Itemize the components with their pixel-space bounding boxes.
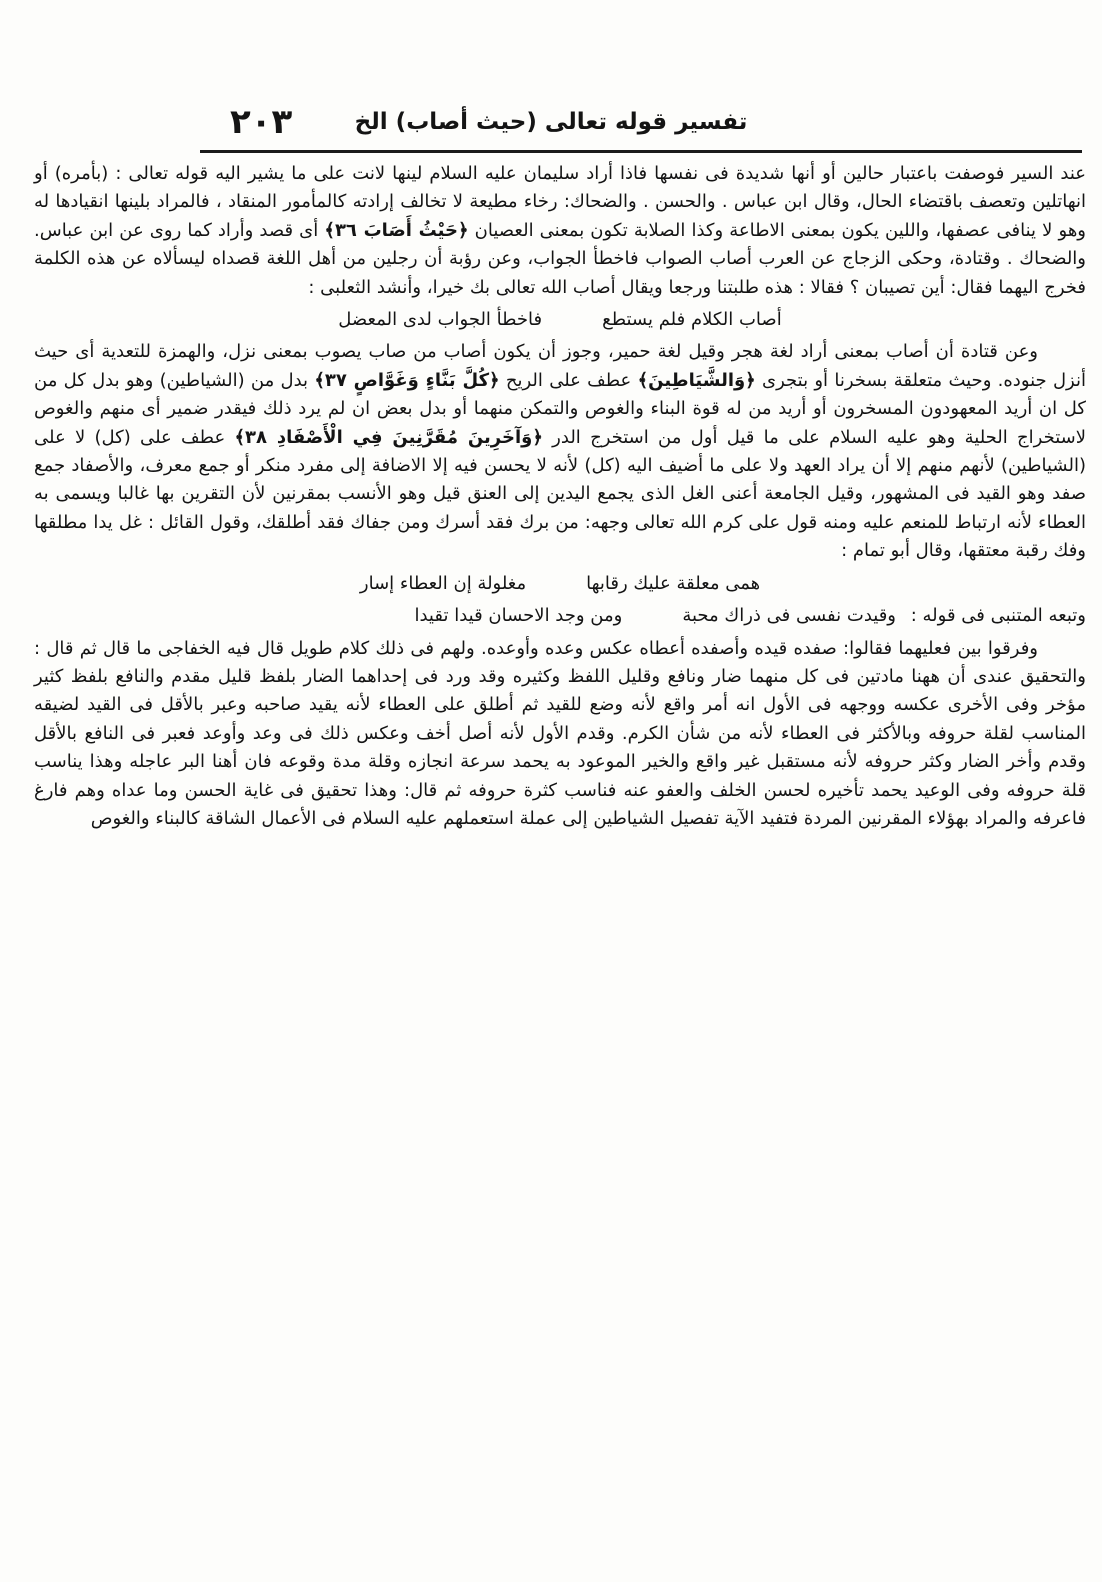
- poetry-verse: [34, 570, 1086, 598]
- paragraph-text: وفرقوا بين فعليهما فقالوا: صفده قيده وأصفده أعطاه عكس وعده وأوعده. ولهم فى ذلك كلام طويل قال فيه الخفاجى ما قال ثم قال : والتحقيق عندى أن ههنا مادتين فى كل منهما ضار ونافع وقليل اللفظ وكثيره وقد ورد فى إحداهما الضار بلفظ قليل مقدم والنافع بلفظ كثير مؤخر وفى الأخرى عكسه ووجهه فى الأول انه أمر واقع لأنه وضع للقيد ثم أطلق على العطاء لأنه يقيد صاحبه وعبر بالأقل فى القيد لضيقه المناسب لقلة حروفه وبالأكثر فى العطاء لأنه من شأن الكرم. وقدم الأول لأنه أصل أخف وعكس ذلك فى وعد وأوعد فعبر فى النافع بالأقل وقدم وأخر الضار وكثر حروفه لأنه مستقبل غير واقع والخير الموعود به يحمد سرعة انجازه وقلة مدة وقوعه فان أهنا البر عاجله وهذا يناسب قلة حروفه وفى الوعيد يحمد تأخيره لحسن الخلف والعفو عنه فناسب كثرة حروفه ثم قال: وهذا تحقيق فى غاية الحسن وما عداه وهم فارغ فاعرفه والمراد بهؤلاء المقرنين المردة فتفيد الآية تفصيل الشياطين إلى عملة استعملهم عليه السلام فى الأعمال الشاقة كالبناء والغوص: [34, 637, 1086, 829]
- verse-hemistich: ومن وجد الاحسان قيدا تقيدا: [414, 605, 623, 627]
- paragraph: [34, 635, 1086, 834]
- verse-intro: وتبعه المتنبى فى قوله :: [910, 605, 1086, 627]
- paragraph-text: أى قصد وأراد كما روى عن ابن عباس. والضحاك . وقتادة، وحكى الزجاج عن العرب أصاب الصواب فاخطأ الجواب، وعن رؤبة أن رجلين من أهل اللغة قصداه ليسألاه عن هذه الكلمة فخرج اليهما فقال: أين تصيبان ؟ فقالا : هذه طلبتنا ورجعا ويقال أصاب الله تعالى بك خيرا، وأنشد الثعلبى :: [34, 219, 1086, 298]
- verse-hemistich: مغلولة إن العطاء إسار: [359, 572, 527, 594]
- paragraph-text: عطف على (كل) لا على (الشياطين) لأنهم منهم إلا أن يراد العهد ولا على ما أضيف اليه (كل) لأنه لا يحسن فيه إلا الاضافة إلى مفرد منكر أو جمع معرف، والأصفاد جمع صفد وهو القيد فى المشهور، وقيل الجامعة أعنى الغل الذى يجمع اليدين إلى العنق قيل وهو الأنسب بمقرنين لأن التقرين بها غالبا ويسمى به العطاء لأنه ارتباط للمنعم عليه ومنه قول على كرم الله تعالى وجهه: من برك فقد أسرك ومن جفاك فقد أطلقك، وقول القائل : غل يدا مطلقها وفك رقبة معتقها، وقال أبو تمام :: [34, 426, 1086, 562]
- header-divider: [200, 150, 1082, 153]
- paragraph-text: عند السير فوصفت باعتبار حالين أو أنها شديدة فى نفسها فاذا أراد سليمان عليه السلام لينها لانت على ما يشير اليه قوله تعالى : (بأمره) أو انهاتلين وتعصف باقتضاء الحال، وقال ابن عباس . والحسن . والضحاك: رخاء مطيعة لا تخالف إرادته كالمأمور المنقاد ، فالمراد بلينها انقيادها له وهو لا ينافى عصفها، واللين يكون بمعنى الاطاعة وكذا الصلابة تكون بمعنى العصيان: [34, 163, 1086, 241]
- paragraph-text: بدل من (الشياطين) وهو بدل كل من كل ان أريد المعهودون المسخرون أو أريد من له قوة البناء والغوص والتمكن منهما أو بدل بعض ان لم يرد ذلك فيقدر ضمير أى منهم والغوص لاستخراج الحلية وهو عليه السلام على ما قيل أول من استخرج الدر: [34, 369, 1086, 448]
- verse-hemistich: همى معلقة عليك رقابها: [586, 572, 761, 594]
- paragraph: [34, 160, 1086, 302]
- running-title: تفسير قوله تعالى (حيث أصاب) الخ: [354, 109, 748, 135]
- quran-ayah: ﴿وَالشَّيَاطِينَ﴾: [637, 369, 756, 391]
- paragraph-text: وعن قتادة أن أصاب بمعنى أراد لغة هجر وقيل لغة حمير، وجوز أن يكون أصاب من صاب يصوب بمعنى نزل، والهمزة للتعدية أى حيث أنزل جنوده. وحيث متعلقة بسخرنا أو بتجرى: [34, 341, 1086, 391]
- paragraph: [34, 338, 1086, 565]
- poetry-verse: [34, 306, 1086, 334]
- page-number: ٢٠٣: [230, 102, 293, 142]
- verse-hemistich: فاخطأ الجواب لدى المعضل: [338, 309, 543, 331]
- verse-hemistich: أصاب الكلام فلم يستطع: [602, 309, 782, 331]
- quran-ayah: ﴿وَآخَرِينَ مُقَرَّنِينَ فِي الْأَصْفَادِ ٣٨﴾: [234, 426, 543, 448]
- verse-hemistich: وقيدت نفسى فى ذراك محبة: [682, 605, 896, 627]
- tafsir-text: [34, 160, 1086, 833]
- poetry-verse: [34, 602, 1086, 630]
- paragraph-text: عطف على الريح: [505, 369, 632, 391]
- page-header: [200, 98, 902, 146]
- quran-ayah: ﴿كُلَّ بَنَّاءٍ وَغَوَّاصٍ ٣٧﴾: [314, 369, 500, 391]
- quran-ayah: ﴿حَيْثُ أَصَابَ ٣٦﴾: [324, 219, 469, 241]
